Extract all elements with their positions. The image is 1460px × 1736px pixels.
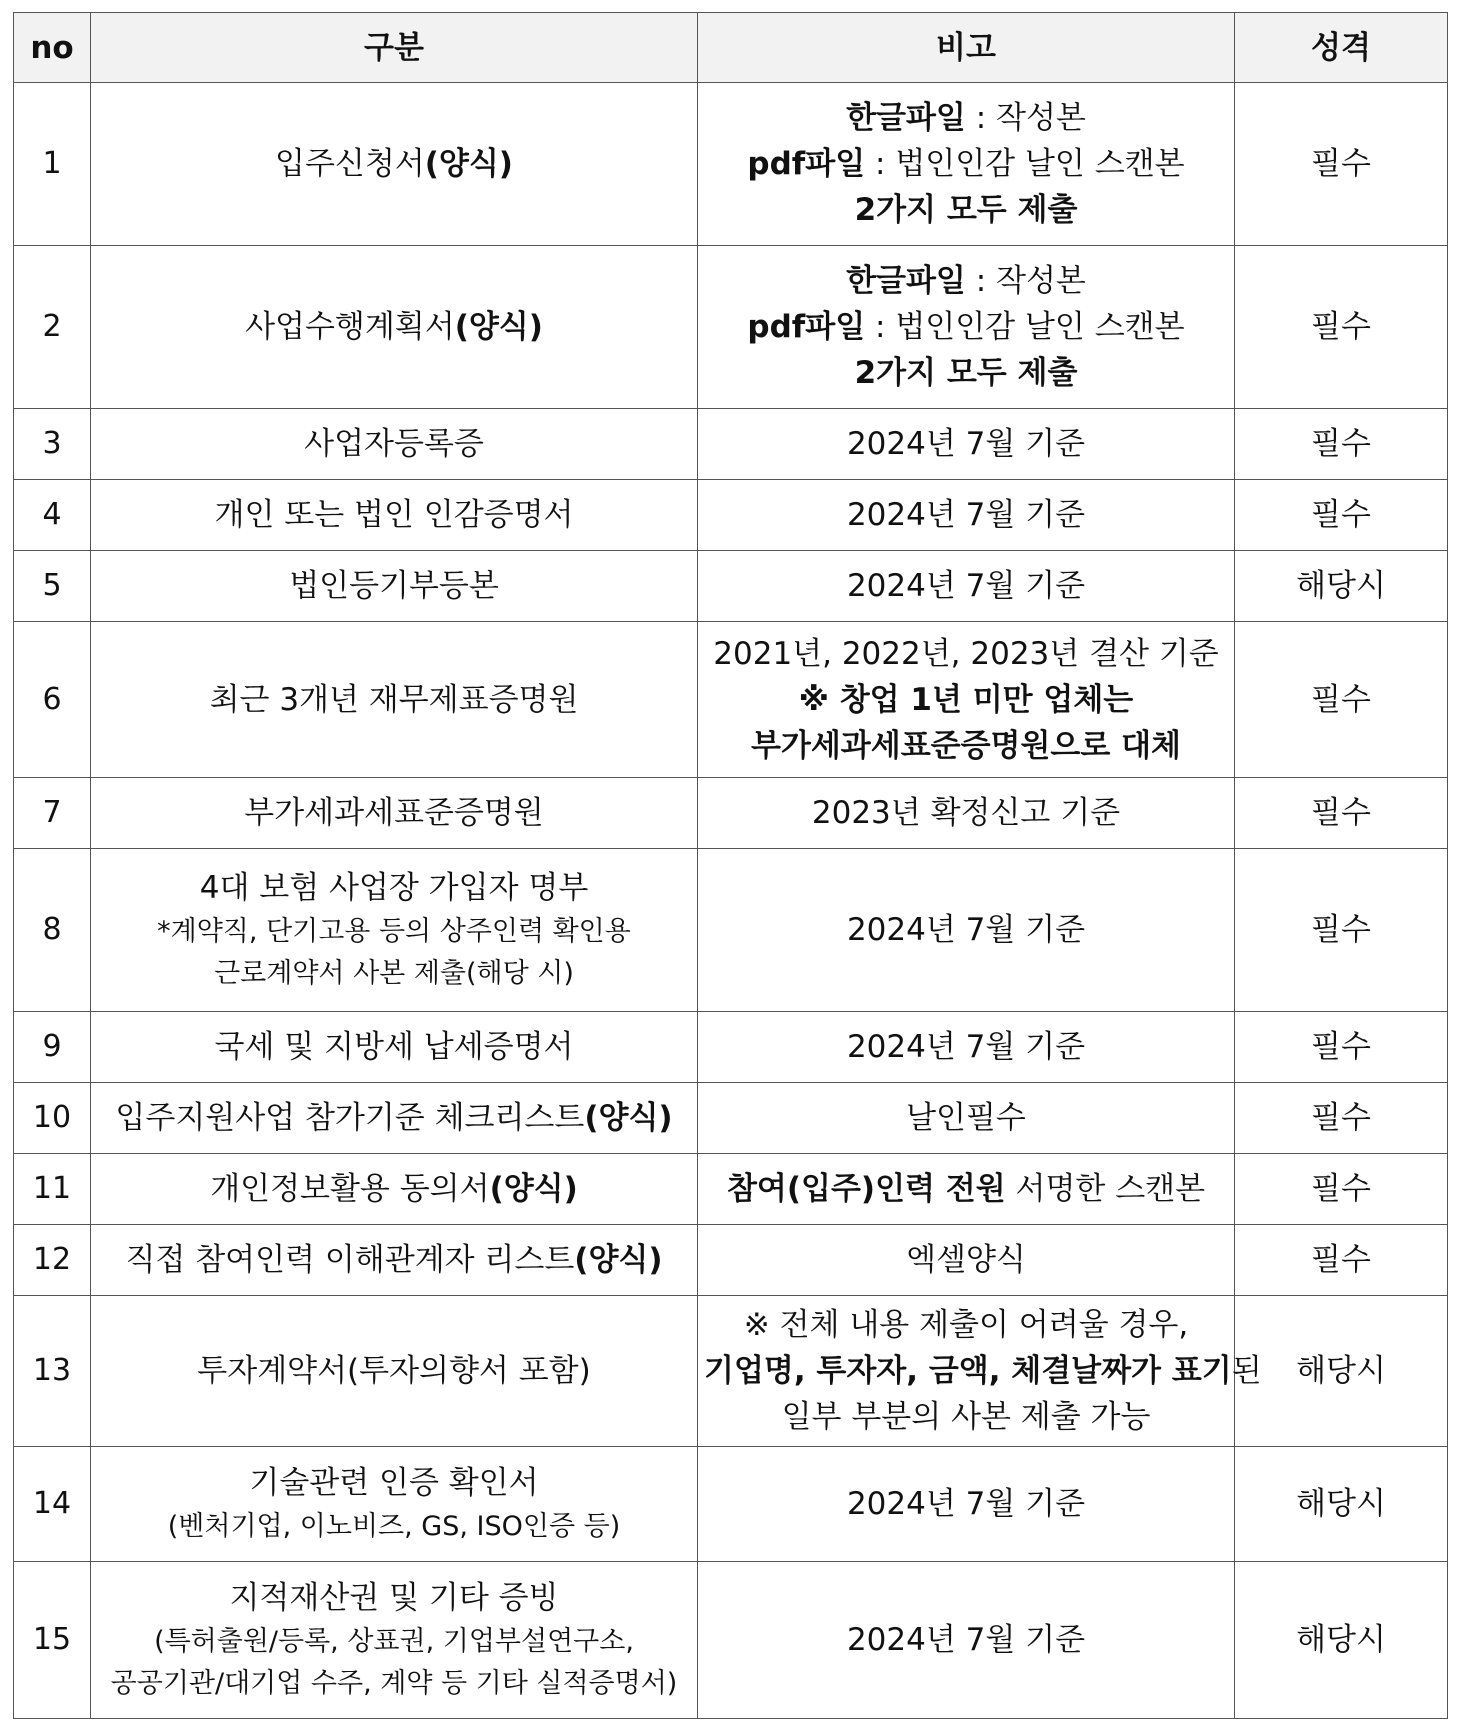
row-note: 2024년 7월 기준 [698, 480, 1235, 551]
row-no: 4 [14, 480, 91, 551]
row-no: 9 [14, 1012, 91, 1083]
table-row [14, 1296, 1448, 1447]
row-type: 필수 [1235, 83, 1448, 246]
row-note: 참여(입주)인력 전원 서명한 스캔본 [698, 1154, 1235, 1225]
table-row [14, 622, 1448, 778]
table-row [14, 1562, 1448, 1719]
row-note: 날인필수 [698, 1083, 1235, 1154]
row-type: 필수 [1235, 246, 1448, 409]
table-row [14, 849, 1448, 1012]
row-note: 2021년, 2022년, 2023년 결산 기준 ※ 창업 1년 미만 업체는 부가세과세표준증명원으로 대체 [698, 622, 1235, 778]
row-item: 입주지원사업 참가기준 체크리스트(양식) [91, 1083, 698, 1154]
row-type: 해당시 [1235, 1447, 1448, 1562]
table-row [14, 409, 1448, 480]
row-note: 2024년 7월 기준 [698, 849, 1235, 1012]
row-no: 11 [14, 1154, 91, 1225]
row-type: 필수 [1235, 778, 1448, 849]
row-note: ※ 전체 내용 제출이 어려울 경우, 기업명, 투자자, 금액, 체결날짜가 표기된 일부 부분의 사본 제출 가능 [698, 1296, 1235, 1447]
row-no: 8 [14, 849, 91, 1012]
row-type: 필수 [1235, 409, 1448, 480]
row-item: 4대 보험 사업장 가입자 명부 *계약직, 단기고용 등의 상주인력 확인용 근로계약서 사본 제출(해당 시) [91, 849, 698, 1012]
row-note: 2024년 7월 기준 [698, 551, 1235, 622]
table-row [14, 551, 1448, 622]
table-row [14, 1083, 1448, 1154]
row-no: 6 [14, 622, 91, 778]
table-row [14, 480, 1448, 551]
row-note: 2024년 7월 기준 [698, 1562, 1235, 1719]
table-row [14, 778, 1448, 849]
row-no: 10 [14, 1083, 91, 1154]
row-no: 7 [14, 778, 91, 849]
row-no: 3 [14, 409, 91, 480]
row-type: 필수 [1235, 480, 1448, 551]
header-note: 비고 [698, 13, 1235, 83]
row-item: 개인정보활용 동의서(양식) [91, 1154, 698, 1225]
table-row [14, 246, 1448, 409]
row-item: 투자계약서(투자의향서 포함) [91, 1296, 698, 1447]
header-no: no [14, 13, 91, 83]
row-item: 입주신청서(양식) [91, 83, 698, 246]
row-note: 한글파일 : 작성본 pdf파일 : 법인인감 날인 스캔본 2가지 모두 제출 [698, 83, 1235, 246]
row-note: 2024년 7월 기준 [698, 409, 1235, 480]
row-item: 기술관련 인증 확인서 (벤처기업, 이노비즈, GS, ISO인증 등) [91, 1447, 698, 1562]
row-note: 엑셀양식 [698, 1225, 1235, 1296]
table-row [14, 1154, 1448, 1225]
row-no: 14 [14, 1447, 91, 1562]
row-item: 국세 및 지방세 납세증명서 [91, 1012, 698, 1083]
table-row [14, 1447, 1448, 1562]
document-table [13, 12, 1448, 1719]
row-type: 해당시 [1235, 1296, 1448, 1447]
table-row [14, 83, 1448, 246]
row-type: 해당시 [1235, 551, 1448, 622]
row-item: 직접 참여인력 이해관계자 리스트(양식) [91, 1225, 698, 1296]
table-row [14, 1225, 1448, 1296]
row-no: 5 [14, 551, 91, 622]
row-no: 1 [14, 83, 91, 246]
row-note: 2024년 7월 기준 [698, 1012, 1235, 1083]
row-note: 2023년 확정신고 기준 [698, 778, 1235, 849]
row-type: 해당시 [1235, 1562, 1448, 1719]
row-type: 필수 [1235, 849, 1448, 1012]
header-item: 구분 [91, 13, 698, 83]
row-no: 15 [14, 1562, 91, 1719]
row-no: 13 [14, 1296, 91, 1447]
row-no: 2 [14, 246, 91, 409]
row-item: 개인 또는 법인 인감증명서 [91, 480, 698, 551]
row-note: 한글파일 : 작성본 pdf파일 : 법인인감 날인 스캔본 2가지 모두 제출 [698, 246, 1235, 409]
row-item: 지적재산권 및 기타 증빙 (특허출원/등록, 상표권, 기업부설연구소, 공공기관/대기업 수주, 계약 등 기타 실적증명서) [91, 1562, 698, 1719]
row-type: 필수 [1235, 1154, 1448, 1225]
row-item: 사업자등록증 [91, 409, 698, 480]
header-type: 성격 [1235, 13, 1448, 83]
row-type: 필수 [1235, 1012, 1448, 1083]
row-type: 필수 [1235, 622, 1448, 778]
row-note: 2024년 7월 기준 [698, 1447, 1235, 1562]
row-no: 12 [14, 1225, 91, 1296]
row-type: 필수 [1235, 1225, 1448, 1296]
table-row [14, 1012, 1448, 1083]
row-type: 필수 [1235, 1083, 1448, 1154]
row-item: 최근 3개년 재무제표증명원 [91, 622, 698, 778]
row-item: 법인등기부등본 [91, 551, 698, 622]
row-item: 사업수행계획서(양식) [91, 246, 698, 409]
row-item: 부가세과세표준증명원 [91, 778, 698, 849]
table-header-row [14, 13, 1448, 83]
